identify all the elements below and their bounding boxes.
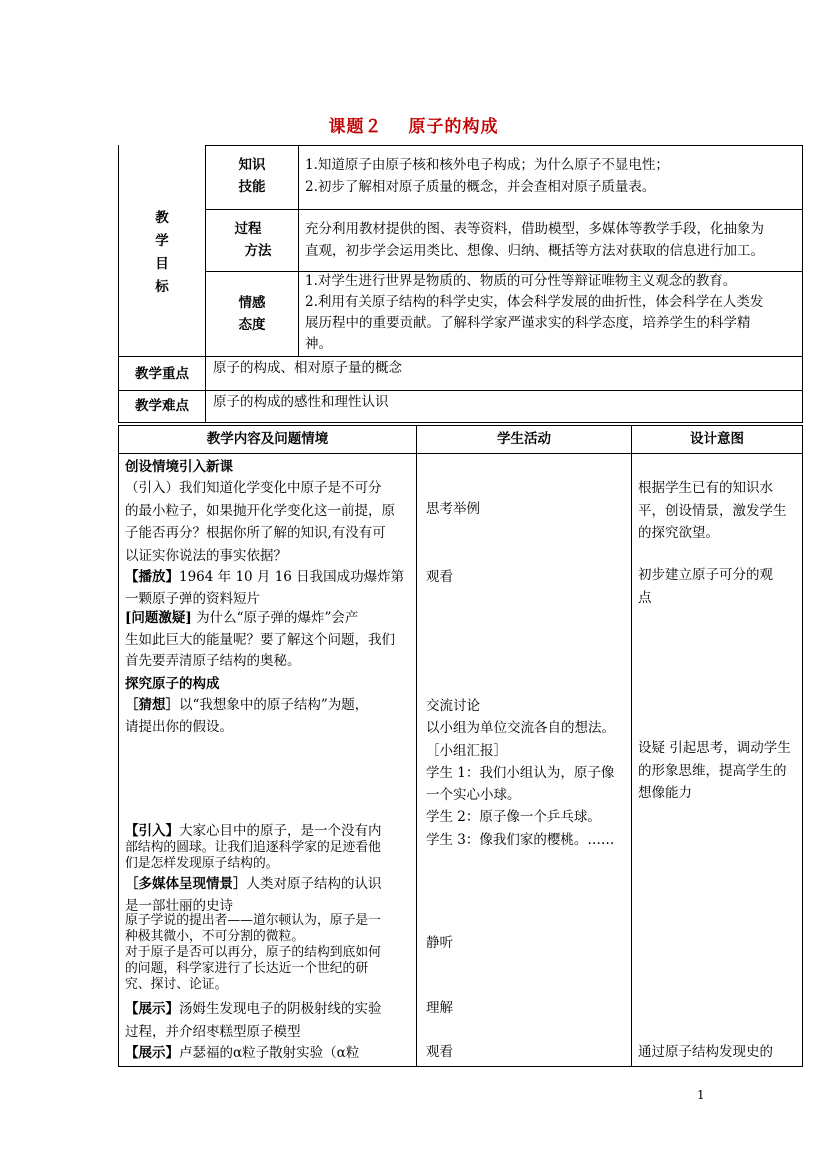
knowledge-label-line: 知识 (238, 157, 266, 173)
question-tag: [问题激疑] (125, 610, 192, 626)
intent-line: 通过原子结构发现史的 (638, 1044, 773, 1060)
guess-line: 以“我想象中的原子结构”为题， (179, 697, 369, 713)
intro2-line: 部结构的圆球。让我们追逐科学家的足迹看他 (125, 840, 381, 855)
key-point-label: 教学重点 (135, 366, 189, 382)
show2-text (125, 1042, 359, 1064)
knowledge-line: 2.初步了解相对原子质量的概念，并会查相对原子质量表。 (305, 179, 656, 195)
show1-line: 汤姆生发现电子的阴极射线的实验 (179, 1001, 382, 1017)
activity-discuss-line: ［小组汇报］ (426, 742, 507, 759)
activity-discuss-line: 交流讨论 (426, 698, 480, 714)
activity-watch: 观看 (426, 569, 453, 585)
show2-tag: 【展示】 (125, 1045, 179, 1061)
media-tag: ［多媒体呈现情景］ (125, 876, 247, 892)
border (631, 425, 632, 1067)
activity-discuss-line: 学生 1：我们小组认为，原子像 (426, 764, 615, 781)
show1-text (125, 998, 382, 1044)
process-text (305, 218, 764, 262)
knowledge-label-line: 技能 (238, 179, 266, 195)
intro2-tag: 【引入】 (125, 823, 179, 839)
page-title (0, 112, 827, 137)
intro2-text (125, 822, 382, 872)
process-label-line: 方法 (244, 243, 272, 259)
emotion-label-line: 情感 (238, 295, 266, 311)
show1-line: 过程，并介绍枣糕型原子模型 (125, 1024, 301, 1040)
intent-text (638, 1041, 773, 1063)
play-line: 1964 年 10 月 16 日我国成功爆炸第 (179, 569, 405, 585)
emotion-line: 1.对学生进行世界是物质的、物质的可分性等辩证唯物主义观念的教育。 (305, 273, 737, 289)
activity-discuss (426, 695, 615, 851)
guess-tag: ［猜想］ (125, 697, 179, 713)
goals-label-char: 目 (155, 256, 169, 272)
goals-label-char: 学 (155, 233, 169, 249)
activity-understand: 理解 (426, 1000, 453, 1016)
emotion-label-line: 态度 (238, 317, 266, 333)
header-activity: 学生活动 (497, 431, 551, 447)
intro-line: 子能否再分？根据你所了解的知识,有没有可 (125, 525, 386, 541)
knowledge-line: 1.知道原子由原子核和核外电子构成；为什么原子不显电性； (305, 157, 669, 173)
dalton-line: 的问题，科学家进行了长达近一个世纪的研 (125, 961, 369, 976)
difficulty-text: 原子的构成的感性和理性认识 (213, 394, 389, 410)
key-point-text: 原子的构成、相对原子量的概念 (213, 360, 402, 376)
section-title: 创设情境引入新课 (125, 459, 233, 475)
border (118, 422, 803, 423)
emotion-line: 神。 (305, 336, 332, 352)
emotion-line: 展历程中的重要贡献。了解科学家严谨求实的科学态度，培养学生的科学精 (305, 315, 751, 331)
dalton-line: 究、探讨、论证。 (125, 977, 228, 992)
dalton-line: 种极其微小，不可分割的微粒。 (125, 929, 305, 944)
border (205, 145, 803, 146)
play-text (125, 566, 404, 610)
activity-discuss-line: 以小组为单位交流各自的想法。 (426, 720, 615, 737)
intro2-line: 们是怎样发现原子结构的。 (125, 856, 279, 871)
play-line: 一颗原子弹的资料短片 (125, 591, 260, 607)
guess-line: 请提出你的假设。 (125, 718, 233, 735)
emotion-line: 2.利用有关原子结构的科学史实，体会科学发展的曲折性，体会科学在人类发 (305, 294, 764, 310)
difficulty-label: 教学难点 (135, 398, 189, 414)
goals-label-char: 标 (155, 279, 169, 295)
intent-text (638, 564, 773, 609)
goals-label (119, 207, 205, 299)
page-number: 1 (697, 1088, 705, 1102)
intent-line: 的形象思维，提高学生的 (638, 762, 787, 779)
emotion-label (206, 292, 298, 336)
intro-line: 以证实你说法的事实依据？ (125, 547, 287, 564)
border (118, 425, 803, 426)
activity-listen: 静听 (426, 935, 453, 951)
dalton-line: 对于原子是否可以再分，原子的结构到底如何 (125, 945, 381, 960)
process-line: 直观，初步学会运用类比、想像、归纳、概括等方法对获取的信息进行加工。 (305, 243, 764, 259)
activity-discuss-line: 学生 3：像我们家的樱桃。…… (426, 831, 615, 848)
play-tag: 【播放】 (125, 569, 179, 585)
goals-label-char: 教 (155, 210, 169, 226)
process-line: 充分利用教材提供的图、表等资料，借助模型，多媒体等教学手段，化抽象为 (305, 221, 764, 237)
show2-line: 卢瑟福的α粒子散射实验（α粒 (179, 1045, 360, 1061)
border (802, 145, 803, 423)
intent-line: 的探究欲望。 (638, 525, 719, 541)
knowledge-text (305, 154, 669, 198)
activity-watch: 观看 (426, 1044, 453, 1060)
intent-line: 初步建立原子可分的观 (638, 567, 773, 583)
header-content: 教学内容及问题情境 (206, 431, 329, 447)
section-title: 探究原子的构成 (125, 676, 220, 692)
intent-line: 设疑 引起思考，调动学生 (638, 740, 791, 756)
header-intent: 设计意图 (690, 431, 744, 447)
intro2-line: 大家心目中的原子，是一个没有内 (179, 823, 382, 839)
lesson-name: 原子的构成 (408, 117, 499, 137)
intent-line: 平，创设情景，激发学生 (638, 502, 787, 519)
border (118, 453, 803, 454)
question-text (125, 608, 395, 673)
question-line: 生如此巨大的能量呢？要了解这个问题，我们 (125, 631, 395, 648)
lesson-number: 课题２ (328, 117, 383, 137)
border (802, 425, 803, 1067)
border (118, 425, 119, 1067)
intent-line: 想像能力 (638, 785, 692, 801)
activity-discuss-line: 学生 2：原子像一个乒乓球。 (426, 809, 601, 826)
question-line: 首先要弄清原子结构的奥秘。 (125, 653, 301, 669)
knowledge-label (206, 154, 298, 198)
border (298, 145, 299, 356)
intent-line: 点 (638, 589, 652, 606)
intent-text (638, 737, 791, 805)
emotion-text (305, 271, 763, 355)
border (416, 425, 417, 1067)
intent-line: 根据学生已有的知识水 (638, 480, 773, 496)
process-label (206, 218, 298, 262)
process-label-line: 过程 (234, 221, 262, 237)
media-line: 人类对原子结构的认识 (246, 876, 382, 892)
show1-tag: 【展示】 (125, 1001, 179, 1017)
border (205, 209, 803, 210)
intro-line: 的最小粒子，如果抛开化学变化这一前提，原 (125, 502, 395, 519)
activity-discuss-line: 一个实心小球。 (426, 787, 521, 804)
intro-line: （引入）我们知道化学变化中原子是不可分 (125, 480, 382, 496)
dalton-text (125, 913, 381, 993)
intro-text (125, 477, 395, 567)
guess-text (125, 695, 368, 738)
media-text (125, 873, 382, 917)
media-line: 是一部壮丽的史诗 (125, 898, 233, 914)
activity-think: 思考举例 (426, 501, 480, 517)
intent-text (638, 477, 787, 545)
border (118, 1066, 803, 1067)
dalton-line: 原子学说的提出者——道尔顿认为，原子是一 (125, 913, 381, 928)
question-line: 为什么“原子弹的爆炸”会产 (191, 610, 359, 626)
